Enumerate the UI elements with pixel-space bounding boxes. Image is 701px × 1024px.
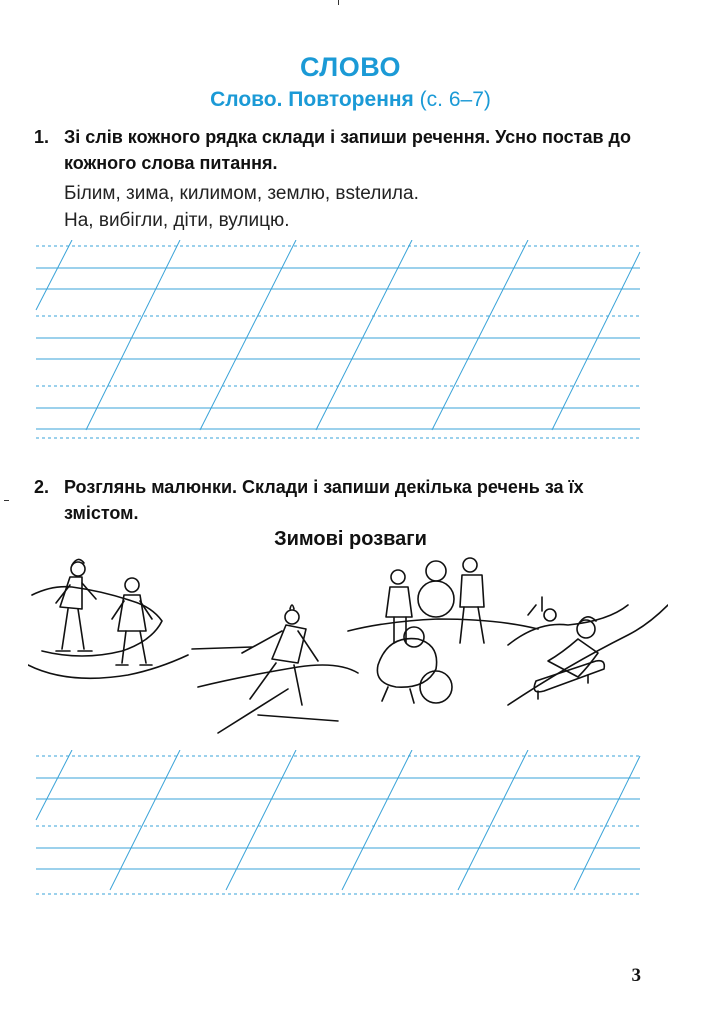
page-number: 3 [631, 965, 641, 986]
winter-fun-illustrations [28, 555, 668, 745]
word-row-2: На, вибігли, діти, вулицю. [64, 210, 290, 231]
sledding-scene-icon [508, 597, 668, 705]
task-1 [34, 124, 654, 176]
task-1-instruction: Зі слів кожного рядка склади і запиши речення. Усно постав до кожного слова питання. [64, 127, 631, 173]
skiing-scene-icon [192, 605, 358, 733]
picture-title: Зимові розваги [274, 528, 427, 550]
crop-mark [338, 0, 339, 5]
snowman-scene-icon [348, 558, 538, 703]
word-rows [64, 180, 419, 234]
lesson-pages: (с. 6–7) [419, 88, 491, 111]
crop-mark [4, 500, 9, 501]
writing-grid-2[interactable] [0, 750, 701, 900]
task-1-number: 1. [34, 127, 50, 147]
task-2-number: 2. [34, 477, 50, 497]
section-title: СЛОВО [299, 52, 402, 82]
skating-scene-icon [28, 559, 188, 678]
lesson-title-text: Слово. Повторення [210, 88, 414, 111]
task-2-instruction: Розглянь малюнки. Склади і запиши декілька речень за їх змістом. [64, 477, 584, 523]
lesson-title [0, 88, 701, 112]
word-row-1: Білим, зима, килимом, землю, вstелила. [64, 183, 419, 204]
task-2 [34, 474, 654, 526]
writing-grid-1[interactable] [0, 240, 701, 450]
